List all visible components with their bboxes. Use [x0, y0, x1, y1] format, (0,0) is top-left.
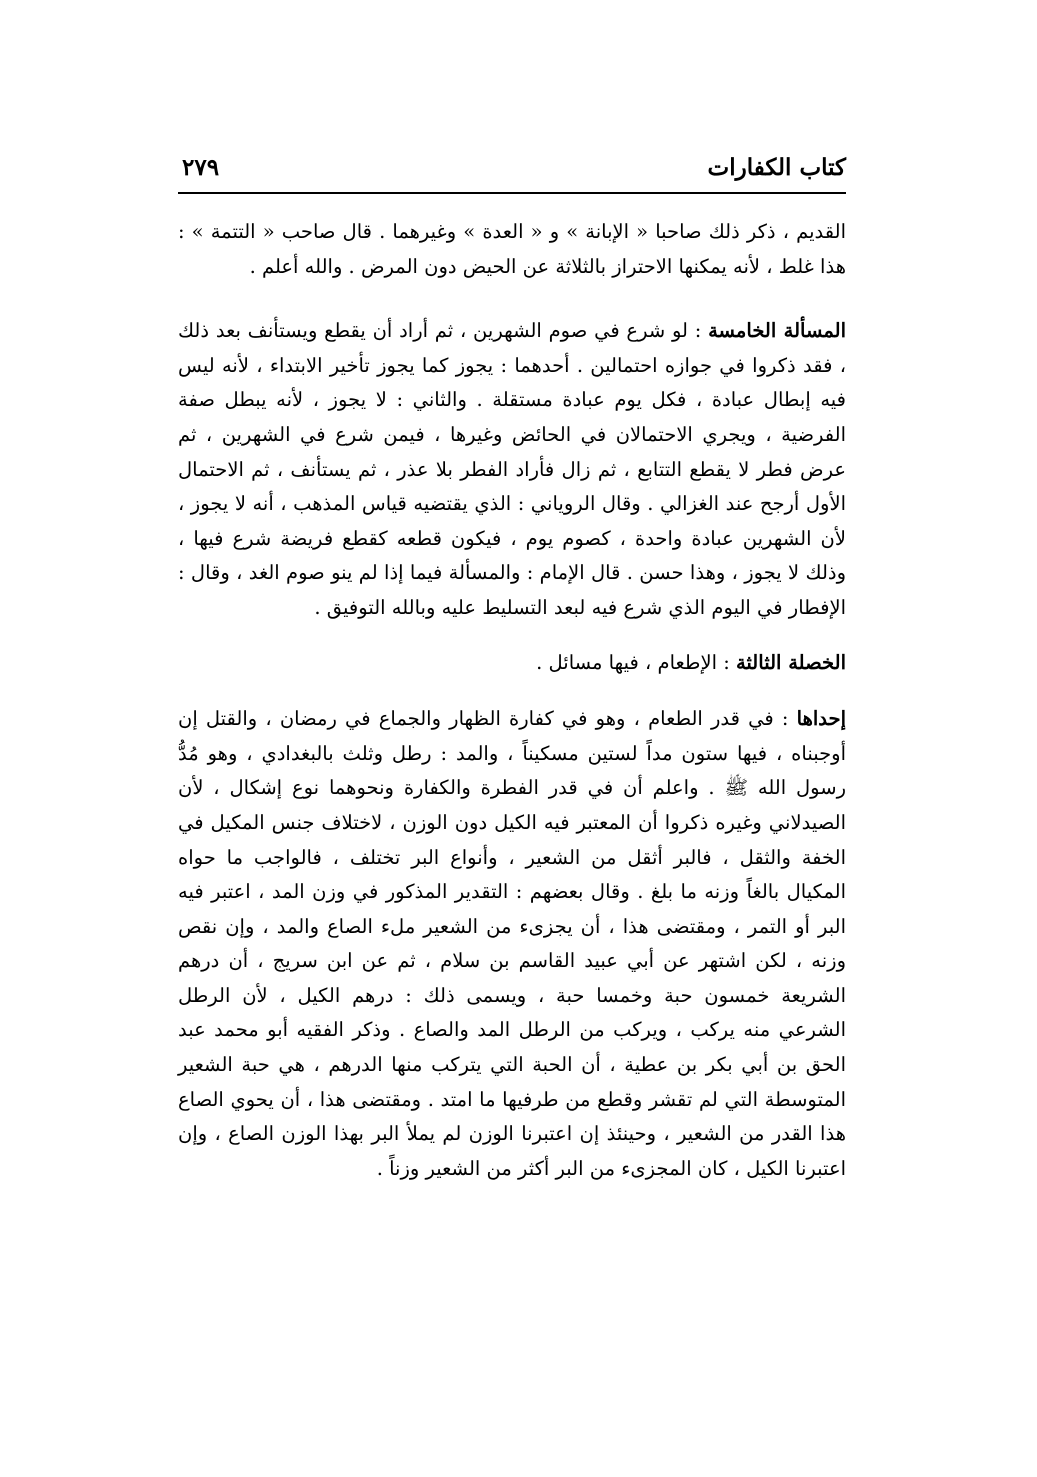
page-number: ٢٧٩	[182, 154, 220, 181]
paragraph-1-text: القديم ، ذكر ذلك صاحبا « الإبانة » و « العدة » وغيرهما . قال صاحب « التتمة » : هذا غلط ، لأنه يمكنها الاحتراز بالثلاثة عن الحيض دون المرض . والله أعلم .	[178, 220, 846, 278]
paragraph-2-heading: المسألة الخامسة	[708, 319, 846, 343]
paragraph-4	[178, 702, 846, 1186]
paragraph-1	[178, 215, 846, 284]
paragraph-2-text: : لو شرع في صوم الشهرين ، ثم أراد أن يقطع ويستأنف بعد ذلك ، فقد ذكروا في جوازه احتمالين . أحدهما : يجوز كما يجوز تأخير الابتداء ، لأنه ليس فيه إبطال عبادة ، فكل يوم عبادة مستقلة . والثاني : لا يجوز ، لأنه يبطل صفة الفرضية ، ويجري الاحتمالان في الحائض وغيرها ، فيمن شرع في الشهرين ، ثم عرض فطر لا يقطع التتابع ، ثم زال فأراد الفطر بلا عذر ، ثم يستأنف ، ثم الاحتمال الأول أرجح عند الغزالي . وقال الروياني : الذي يقتضيه قياس المذهب ، أنه لا يجوز ، لأن الشهرين عبادة واحدة ، كصوم يوم ، فيكون قطعه كقطع فريضة شرع فيها ، وذلك لا يجوز ، وهذا حسن . قال الإمام : والمسألة فيما إذا لم ينو صوم الغد ، وقال : الإفطار في اليوم الذي شرع فيه لبعد التسليط عليه وبالله التوفيق .	[178, 319, 846, 619]
running-header	[178, 150, 846, 190]
paragraph-spacer	[178, 680, 846, 702]
paragraph-spacer	[178, 626, 846, 646]
paragraph-spacer	[178, 284, 846, 314]
paragraph-4-text: : في قدر الطعام ، وهو في كفارة الظهار والجماع في رمضان ، والقتل إن أوجبناه ، فيها ستون مداً لستين مسكيناً ، والمد : رطل وثلث بالبغدادي ، وهو مُدُّ رسول الله ﷺ . واعلم أن في قدر الفطرة والكفارة ونحوهما نوع إشكال ، لأن الصيدلاني وغيره ذكروا أن المعتبر فيه الكيل دون الوزن ، لاختلاف جنس المكيل في الخفة والثقل ، فالبر أثقل من الشعير ، وأنواع البر تختلف ، فالواجب ما حواه المكيال بالغاً وزنه ما بلغ . وقال بعضهم : التقدير المذكور في وزن المد ، اعتبر فيه البر أو التمر ، ومقتضى هذا ، أن يجزىء من الشعير ملء الصاع والمد ، وإن نقص وزنه ، لكن اشتهر عن أبي عبيد القاسم بن سلام ، ثم عن ابن سريج ، أن درهم الشريعة خمسون حبة وخمسا حبة ، ويسمى ذلك : درهم الكيل ، لأن الرطل الشرعي منه يركب ، ويركب من الرطل المد والصاع . وذكر الفقيه أبو محمد عبد الحق بن أبي بكر بن عطية ، أن الحبة التي يتركب منها الدرهم ، هي حبة الشعير المتوسطة التي لم تقشر وقطع من طرفيها ما امتد . ومقتضى هذا ، أن يحوي الصاع هذا القدر من الشعير ، وحينئذ إن اعتبرنا الوزن لم يملأ البر بهذا الوزن الصاع ، وإن اعتبرنا الكيل ، كان المجزىء من البر أكثر من الشعير وزناً .	[178, 707, 846, 1180]
chapter-title: كتاب الكفارات	[707, 154, 846, 181]
section-heading-text: : الإطعام ، فيها مسائل .	[536, 650, 736, 674]
paragraph-4-heading: إحداها	[796, 707, 846, 731]
section-heading: الخصلة الثالثة	[735, 650, 846, 674]
header-divider	[178, 192, 846, 194]
paragraph-3	[178, 646, 846, 681]
page-body	[178, 215, 846, 1186]
paragraph-2	[178, 314, 846, 625]
